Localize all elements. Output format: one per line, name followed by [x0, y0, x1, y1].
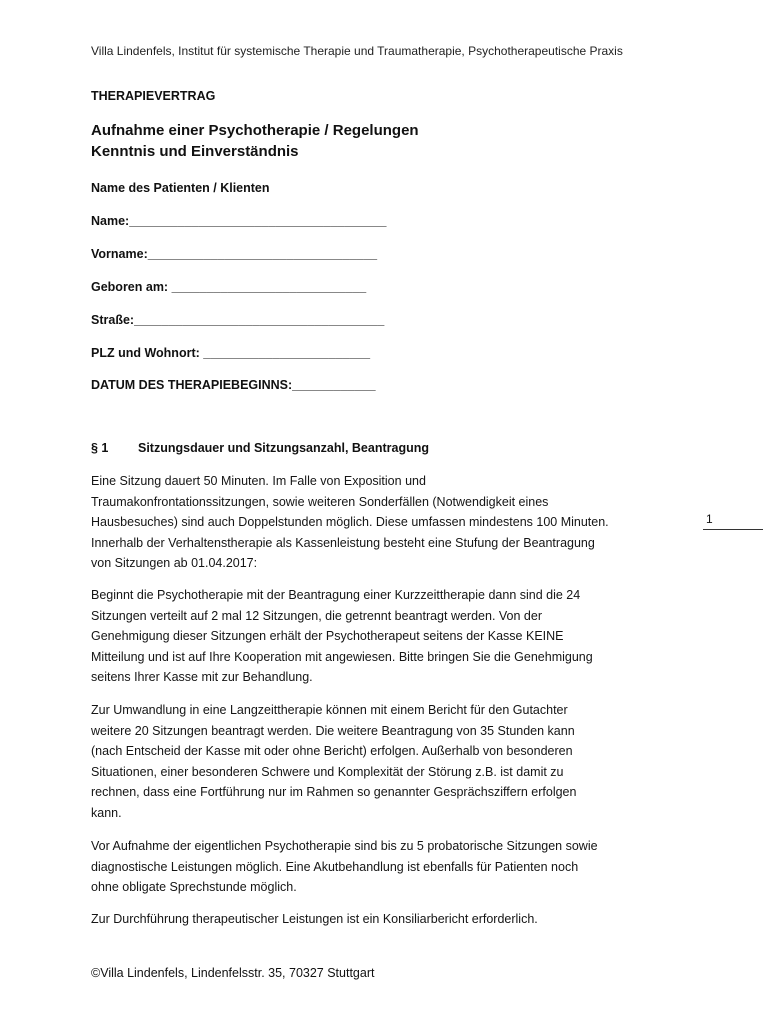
section-title: Sitzungsdauer und Sitzungsanzahl, Beantragung: [138, 441, 429, 455]
paragraph-line: Hausbesuches) sind auch Doppelstunden möglich. Diese umfassen mindestens 100 Minuten.: [91, 515, 609, 530]
section-number: § 1: [91, 441, 109, 455]
paragraph-line: kann.: [91, 805, 122, 820]
page-number: 1: [706, 512, 713, 526]
title-line-2: Kenntnis und Einverständnis: [91, 143, 299, 160]
paragraph-line: Beginnt die Psychotherapie mit der Beantragung einer Kurzzeittherapie dann sind die 24: [91, 588, 581, 602]
page-number-rule: [703, 529, 763, 530]
name-field[interactable]: Name:_____________________________________: [91, 214, 387, 228]
strasse-field[interactable]: Straße:____________________________________: [91, 313, 385, 327]
paragraph-line: Zur Durchführung therapeutischer Leistungen ist ein Konsiliarbericht erforderlich.: [91, 912, 538, 926]
paragraph-4: [91, 836, 691, 898]
paragraph-line: Traumakonfrontationssitzungen, sowie weiteren Sonderfällen (Notwendigkeit eines: [91, 494, 549, 509]
paragraph-2: [91, 585, 691, 688]
vorname-field[interactable]: Vorname:_________________________________: [91, 247, 378, 261]
paragraph-line: diagnostische Leistungen möglich. Eine Akutbehandlung ist ebenfalls für Patienten noch: [91, 859, 579, 874]
page-footer: ©Villa Lindenfels, Lindenfelsstr. 35, 70327 Stuttgart: [91, 966, 375, 980]
paragraph-line: Eine Sitzung dauert 50 Minuten. Im Falle von Exposition und: [91, 474, 426, 488]
paragraph-line: seitens Ihrer Kasse mit zur Behandlung.: [91, 670, 313, 685]
document-type: THERAPIEVERTRAG: [91, 89, 216, 103]
paragraph-line: weitere 20 Sitzungen beantragt werden. Die weitere Beantragung von 35 Stunden kann: [91, 723, 575, 738]
paragraph-line: von Sitzungen ab 01.04.2017:: [91, 556, 258, 571]
paragraph-line: Vor Aufnahme der eigentlichen Psychotherapie sind bis zu 5 probatorische Sitzungen sowie: [91, 839, 598, 853]
paragraph-line: Sitzungen verteilt auf 2 mal 12 Sitzungen, die getrennt beantragt werden. Von der: [91, 608, 542, 623]
paragraph-3: [91, 700, 691, 824]
paragraph-1: [91, 471, 691, 574]
plz-wohnort-field[interactable]: PLZ und Wohnort: ________________________: [91, 346, 371, 360]
paragraph-line: Zur Umwandlung in eine Langzeittherapie können mit einem Bericht für den Gutachter: [91, 703, 568, 717]
patient-heading: Name des Patienten / Klienten: [91, 181, 270, 195]
therapy-start-date-field[interactable]: DATUM DES THERAPIEBEGINNS:____________: [91, 378, 376, 392]
paragraph-line: Genehmigung dieser Sitzungen erhält der Psychotherapeut seitens der Kasse KEINE: [91, 629, 564, 644]
page-header: Villa Lindenfels, Institut für systemische Therapie und Traumatherapie, Psychotherapeutische Praxis: [91, 44, 623, 58]
paragraph-5: [91, 909, 691, 930]
title-line-1: Aufnahme einer Psychotherapie / Regelungen: [91, 122, 419, 139]
paragraph-line: Mitteilung und ist auf Ihre Kooperation mit angewiesen. Bitte bringen Sie die Genehmigung: [91, 649, 593, 664]
paragraph-line: Situationen, einer besonderen Schwere und Komplexität der Störung z.B. ist damit zu: [91, 764, 564, 779]
paragraph-line: Innerhalb der Verhaltenstherapie als Kassenleistung besteht eine Stufung der Beantragung: [91, 535, 595, 550]
document-title: [91, 120, 419, 162]
paragraph-line: (nach Entscheid der Kasse mit oder ohne Bericht) erfolgen. Außerhalb von besonderen: [91, 744, 573, 759]
paragraph-line: rechnen, dass eine Fortführung nur im Rahmen so genannter Gesprächsziffern erfolgen: [91, 785, 577, 800]
geboren-field[interactable]: Geboren am: ____________________________: [91, 280, 367, 294]
paragraph-line: ohne obligate Sprechstunde möglich.: [91, 880, 297, 895]
